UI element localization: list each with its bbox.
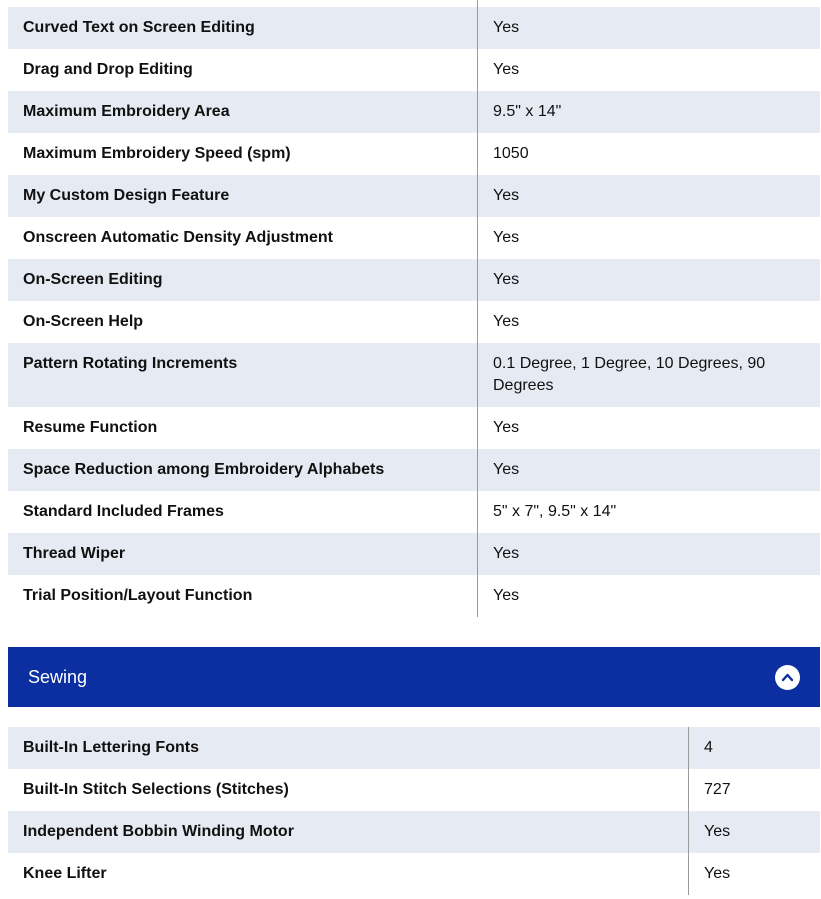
- spec-label: Curved Text on Screen Editing: [23, 19, 255, 36]
- spec-value: 9.5" x 14": [477, 91, 820, 133]
- spec-value: 5" x 7", 9.5" x 14": [477, 491, 820, 533]
- spec-value: Yes: [688, 853, 820, 895]
- spec-value: 1050: [477, 133, 820, 175]
- spec-value: 727: [688, 769, 820, 811]
- table-row: [8, 217, 820, 259]
- spec-value: Yes: [477, 575, 820, 617]
- spec-label: Standard Included Frames: [23, 503, 224, 520]
- table-row: [8, 175, 820, 217]
- embroidery-spec-table: [8, 0, 820, 617]
- table-row: [8, 853, 820, 895]
- section-title: Sewing: [28, 666, 88, 687]
- spec-value: Yes: [477, 49, 820, 91]
- spec-label: Resume Function: [23, 419, 158, 436]
- spec-label: On-Screen Editing: [23, 271, 163, 288]
- table-row: [8, 811, 820, 853]
- spec-label: Built-In Stitch Selections (Stitches): [23, 781, 289, 798]
- table-row: [8, 133, 820, 175]
- spec-value: Yes: [477, 259, 820, 301]
- spec-label: Drag and Drop Editing: [23, 61, 193, 78]
- table-row: [8, 575, 820, 617]
- spec-label: Maximum Embroidery Area: [23, 103, 230, 120]
- spec-label: Pattern Rotating Increments: [23, 355, 238, 372]
- chevron-up-icon[interactable]: [775, 665, 800, 690]
- table-row: [8, 91, 820, 133]
- spec-value: Yes: [477, 175, 820, 217]
- spec-label: Space Reduction among Embroidery Alphabets: [23, 461, 385, 478]
- sewing-section-header[interactable]: [8, 647, 820, 707]
- table-row: [8, 449, 820, 491]
- spec-label: Trial Position/Layout Function: [23, 587, 253, 604]
- table-row: [8, 7, 820, 49]
- spec-label: My Custom Design Feature: [23, 187, 230, 204]
- table-top-spacer: [8, 0, 820, 7]
- table-row: [8, 727, 820, 769]
- spec-label: Built-In Lettering Fonts: [23, 739, 199, 756]
- spec-label: Maximum Embroidery Speed (spm): [23, 145, 291, 162]
- table-row: [8, 301, 820, 343]
- table-row: [8, 49, 820, 91]
- spec-value: 0.1 Degree, 1 Degree, 10 Degrees, 90 Degrees: [477, 343, 820, 407]
- sewing-spec-table: [8, 727, 820, 895]
- spec-value: Yes: [477, 217, 820, 259]
- table-row: [8, 343, 820, 407]
- spec-value: Yes: [688, 811, 820, 853]
- table-row: [8, 769, 820, 811]
- spec-value: Yes: [477, 449, 820, 491]
- spec-value: Yes: [477, 7, 820, 49]
- table-row: [8, 259, 820, 301]
- spec-label: On-Screen Help: [23, 313, 144, 330]
- spec-value: Yes: [477, 533, 820, 575]
- spec-value: 4: [688, 727, 820, 769]
- spec-value: Yes: [477, 301, 820, 343]
- table-row: [8, 533, 820, 575]
- spec-value: Yes: [477, 407, 820, 449]
- spec-label: Thread Wiper: [23, 545, 126, 562]
- spec-label: Independent Bobbin Winding Motor: [23, 823, 294, 840]
- spec-label: Knee Lifter: [23, 865, 107, 882]
- table-row: [8, 491, 820, 533]
- table-row: [8, 407, 820, 449]
- spec-label: Onscreen Automatic Density Adjustment: [23, 229, 333, 246]
